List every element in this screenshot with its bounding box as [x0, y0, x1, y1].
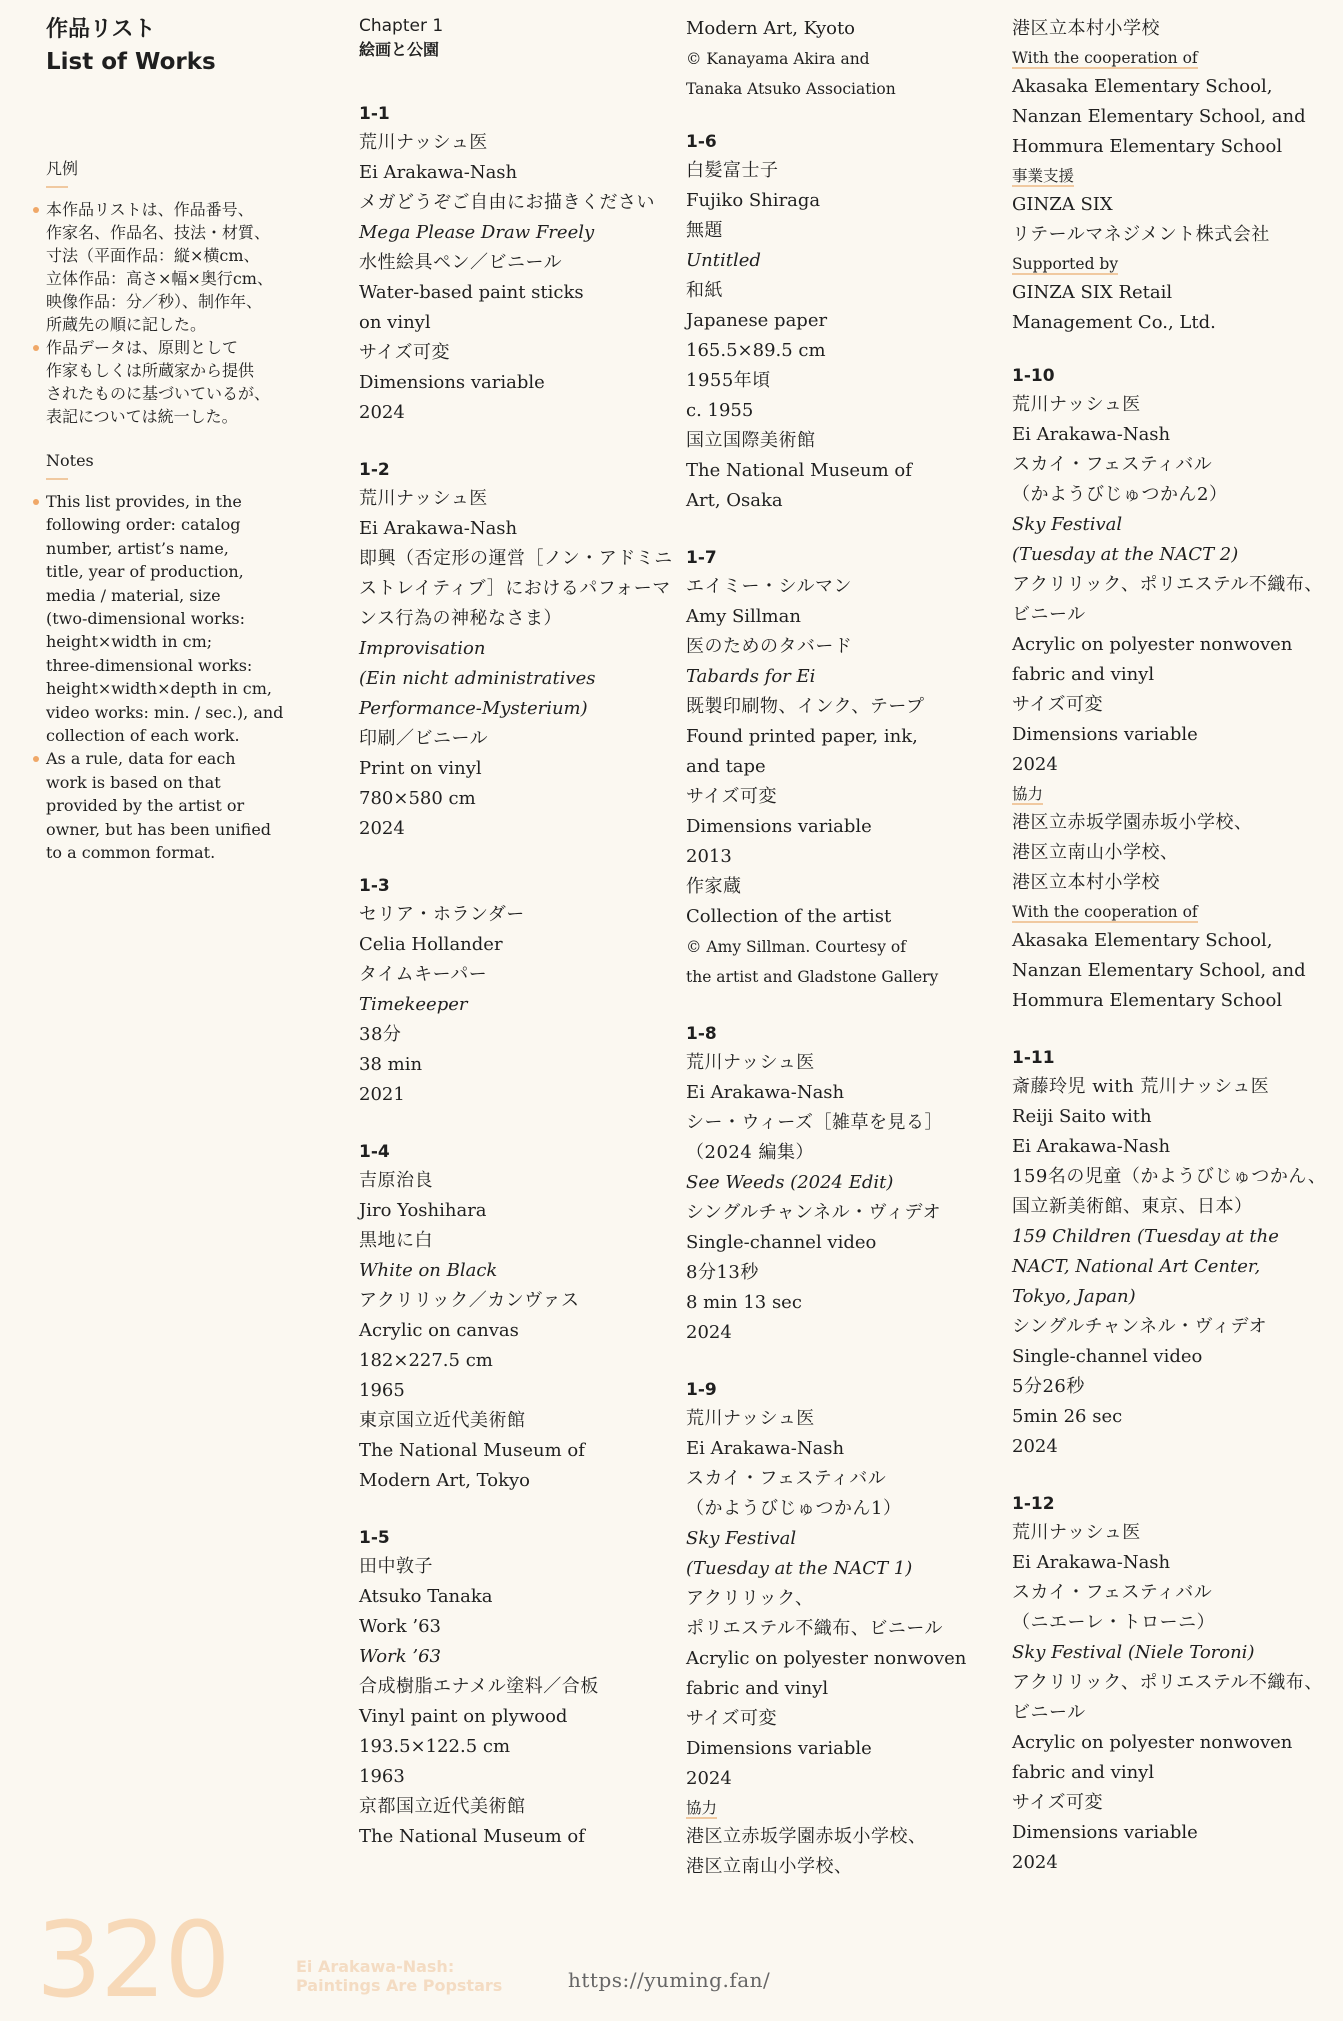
entry-line: （2024 編集）: [686, 1142, 815, 1163]
catalog-number: 1-9: [686, 1380, 717, 1400]
entry-line: アクリリック、ポリエステル不織布、: [1012, 574, 1323, 595]
entry-line: Print on vinyl: [359, 758, 482, 779]
legend-notes-en: [46, 490, 296, 865]
work-entry: [686, 544, 1006, 992]
catalog-number: 1-5: [359, 1528, 390, 1548]
bullet-dot-icon: [33, 207, 39, 213]
entry-line: スカイ・フェスティバル: [1012, 454, 1213, 475]
entry-line: fabric and vinyl: [1012, 1762, 1155, 1783]
continuation-text: [686, 14, 1006, 128]
entry-spacer: [686, 104, 1006, 128]
entry-line: 作家蔵: [686, 876, 742, 897]
entry-line: リテールマネジメント株式会社: [1012, 224, 1270, 245]
entry-line: Collection of the artist: [686, 906, 892, 927]
work-title-en: NACT, National Art Center,: [1012, 1256, 1261, 1277]
entry-spacer: [359, 1110, 669, 1138]
entry-line: 2013: [686, 846, 732, 867]
entry-spacer: [686, 516, 1006, 544]
entry-line: 2024: [359, 818, 405, 839]
legend-note-line: media / material, size: [46, 585, 221, 605]
entry-line: Ei Arakawa-Nash: [686, 1082, 845, 1103]
work-title-en: Tabards for Ei: [686, 666, 816, 687]
entry-line: 8分13秒: [686, 1262, 759, 1283]
work-title-en: Improvisation: [359, 638, 486, 659]
entry-line: Modern Art, Kyoto: [686, 18, 856, 39]
entry-line: 印刷／ビニール: [359, 728, 489, 749]
entry-line: 東京国立近代美術館: [359, 1410, 526, 1431]
entry-line: シングルチャンネル・ヴィデオ: [1012, 1316, 1268, 1337]
entry-line: 斎藤玲児 with 荒川ナッシュ医: [1012, 1076, 1270, 1097]
entry-line: Dimensions variable: [1012, 1822, 1198, 1843]
entry-line: Single-channel video: [1012, 1346, 1203, 1367]
work-title-en: White on Black: [359, 1260, 498, 1281]
entry-line: 2024: [359, 402, 405, 423]
catalog-number: 1-12: [1012, 1494, 1055, 1514]
work-title-en: 159 Children (Tuesday at the: [1012, 1226, 1279, 1247]
entry-line: Reiji Saito with: [1012, 1106, 1152, 1127]
legend-note-line: 作家もしくは所蔵家から提供: [46, 361, 255, 380]
entry-line: Hommura Elementary School: [1012, 990, 1283, 1011]
work-title-en: Sky Festival: [1012, 514, 1123, 535]
entry-line: 港区立赤坂学園赤坂小学校、: [686, 1826, 927, 1847]
entry-line: Amy Sillman: [686, 606, 801, 627]
entry-line: 2024: [1012, 1436, 1058, 1457]
entry-line: セリア・ホランダー: [359, 904, 525, 925]
running-title-line2: Paintings Are Popstars: [296, 1976, 503, 1995]
legend-note-line: provided by the artist or: [46, 796, 245, 816]
entry-spacer: [686, 992, 1006, 1020]
work-title-en: Sky Festival: [686, 1528, 797, 1549]
legend-note-line: title, year of production,: [46, 562, 244, 582]
entry-line: Ei Arakawa-Nash: [686, 1438, 845, 1459]
catalog-number: 1-7: [686, 548, 717, 568]
entry-line: GINZA SIX: [1012, 194, 1113, 215]
entry-spacer: [359, 1496, 669, 1524]
works-column-3: [1012, 14, 1332, 1906]
credit-label: With the cooperation of: [1012, 898, 1198, 926]
catalog-number: 1-2: [359, 460, 390, 480]
entry-line: 5min 26 sec: [1012, 1406, 1123, 1427]
entry-line: 2024: [686, 1322, 732, 1343]
entry-line: Dimensions variable: [1012, 724, 1198, 745]
entry-line: 田中敦子: [359, 1556, 433, 1577]
catalog-number: 1-6: [686, 132, 717, 152]
legend-note-line: height×width in cm;: [46, 632, 213, 652]
entries-list: [1012, 362, 1332, 1906]
legend-note-item: [46, 490, 296, 747]
work-title-en: (Tuesday at the NACT 1): [686, 1558, 913, 1579]
entry-line: Atsuko Tanaka: [359, 1586, 493, 1607]
entry-line: The National Museum of: [359, 1440, 585, 1461]
work-entry: [359, 1524, 669, 1852]
running-title-line1: Ei Arakawa-Nash:: [296, 1957, 455, 1976]
entry-line: スカイ・フェスティバル: [686, 1468, 887, 1489]
entry-line: 182×227.5 cm: [359, 1350, 493, 1371]
entry-line: 合成樹脂エナメル塗料／合板: [359, 1676, 599, 1697]
entry-line: 8 min 13 sec: [686, 1292, 802, 1313]
copyright-line: © Kanayama Akira and: [686, 50, 870, 68]
entry-spacer: [1012, 338, 1332, 362]
entry-line: 荒川ナッシュ医: [359, 132, 488, 153]
work-title-en: Untitled: [686, 250, 761, 271]
entry-line: The National Museum of: [686, 460, 912, 481]
entry-line: アクリリック／カンヴァス: [359, 1290, 580, 1311]
entry-line: 193.5×122.5 cm: [359, 1736, 511, 1757]
legend-note-line: height×width×depth in cm,: [46, 679, 272, 699]
work-entry: [686, 1376, 1006, 1882]
credit-label: With the cooperation of: [1012, 44, 1198, 72]
legend-note-line: video works: min. / sec.), and: [46, 702, 284, 722]
entry-spacer: [1012, 1878, 1332, 1906]
credit-label: 事業支援: [1012, 162, 1074, 190]
page-number: 320: [36, 1899, 229, 2021]
entry-line: 和紙: [686, 280, 723, 301]
legend-notes-jp: [46, 198, 296, 428]
entry-line: （ニエーレ・トローニ）: [1012, 1612, 1216, 1633]
continuation-text: [1012, 14, 1332, 362]
entry-line: fabric and vinyl: [686, 1678, 829, 1699]
entry-line: アクリリック、ポリエステル不織布、: [1012, 1672, 1323, 1693]
legend-note-line: to a common format.: [46, 843, 216, 863]
entry-line: c. 1955: [686, 400, 754, 421]
entry-line: 港区立南山小学校、: [686, 1856, 853, 1877]
entry-line: ンス行為の神秘なさま）: [359, 608, 562, 629]
legend-column: [46, 14, 296, 865]
entry-line: 165.5×89.5 cm: [686, 340, 826, 361]
work-title-en: Sky Festival (Niele Toroni): [1012, 1642, 1255, 1663]
entry-line: 1963: [359, 1766, 405, 1787]
legend-note-line: three-dimensional works:: [46, 655, 253, 675]
work-entry: [359, 1138, 669, 1496]
legend-note-item: [46, 336, 296, 428]
entry-line: 吉原治良: [359, 1170, 433, 1191]
entry-line: サイズ可変: [1012, 694, 1104, 715]
work-entry: [359, 872, 669, 1110]
entry-spacer: [686, 1348, 1006, 1376]
entry-line: on vinyl: [359, 312, 431, 333]
entry-line: ビニール: [1012, 1702, 1086, 1723]
page-footer: [0, 1899, 1343, 2021]
notes-rule: [46, 478, 68, 480]
chapter-label: Chapter 1: [359, 16, 444, 36]
entry-line: Japanese paper: [686, 310, 828, 331]
legend-note-line: 作品データは、原則として: [46, 338, 239, 357]
legend-note-item: [46, 198, 296, 336]
entry-line: 港区立本村小学校: [1012, 872, 1160, 893]
legend-note-line: This list provides, in the: [46, 492, 242, 511]
entry-line: 2024: [1012, 754, 1058, 775]
entry-line: ビニール: [1012, 604, 1086, 625]
entry-spacer: [359, 428, 669, 456]
entry-line: Water-based paint sticks: [359, 282, 584, 303]
entry-line: サイズ可変: [1012, 1792, 1104, 1813]
legend-note-line: (two-dimensional works:: [46, 609, 245, 629]
legend-heading-jp: 凡例: [46, 159, 79, 178]
entry-line: Akasaka Elementary School,: [1012, 930, 1273, 951]
entry-line: サイズ可変: [686, 786, 778, 807]
entry-line: 1955年頃: [686, 370, 771, 391]
entries-list: [359, 100, 673, 1880]
entry-line: 荒川ナッシュ医: [359, 488, 488, 509]
legend-note-line: work is based on that: [46, 772, 221, 792]
bullet-dot-icon: [33, 499, 39, 505]
work-title-en: See Weeds (2024 Edit): [686, 1172, 894, 1193]
entry-line: エイミー・シルマン: [686, 576, 853, 597]
entry-line: Vinyl paint on plywood: [359, 1706, 568, 1727]
credit-label-wrapper: [686, 1794, 1006, 1822]
entry-line: 港区立南山小学校、: [1012, 842, 1179, 863]
copyright-line: the artist and Gladstone Gallery: [686, 968, 939, 986]
entry-line: 5分26秒: [1012, 1376, 1085, 1397]
entry-line: タイムキーパー: [359, 964, 488, 985]
catalog-number: 1-11: [1012, 1048, 1055, 1068]
works-column-1: [359, 14, 673, 1880]
credit-label: Supported by: [1012, 250, 1118, 278]
entry-line: Ei Arakawa-Nash: [1012, 424, 1171, 445]
entry-line: 水性絵具ペン／ビニール: [359, 252, 563, 273]
entry-line: 黒地に白: [359, 1230, 433, 1251]
work-title-en: Tokyo, Japan): [1012, 1286, 1136, 1307]
credit-label-wrapper: [1012, 898, 1332, 926]
entry-line: and tape: [686, 756, 766, 777]
legend-note-line: 立体作品：高さ×幅×奥行cm、: [46, 269, 273, 288]
entry-line: スカイ・フェスティバル: [1012, 1582, 1213, 1603]
entry-line: 38分: [359, 1024, 402, 1045]
entry-line: Nanzan Elementary School, and: [1012, 960, 1306, 981]
entry-line: Single-channel video: [686, 1232, 877, 1253]
work-title-en: (Ein nicht administratives: [359, 668, 596, 689]
entry-line: Ei Arakawa-Nash: [1012, 1552, 1171, 1573]
catalog-number: 1-3: [359, 876, 390, 896]
credit-label: 協力: [1012, 780, 1043, 808]
entry-line: Fujiko Shiraga: [686, 190, 821, 211]
works-column-2: [686, 14, 1006, 1910]
notes-heading-en: Notes: [46, 451, 94, 470]
legend-note-line: 作家名、作品名、技法・材質、: [46, 223, 271, 242]
entry-line: 京都国立近代美術館: [359, 1796, 526, 1817]
legend-note-line: 寸法（平面作品：縦×横cm、: [46, 246, 260, 265]
work-entry: [1012, 1044, 1332, 1462]
catalog-number: 1-8: [686, 1024, 717, 1044]
entry-line: 国立新美術館、東京、日本）: [1012, 1196, 1253, 1217]
legend-note-item: [46, 747, 296, 864]
entry-spacer: [359, 1852, 669, 1880]
entry-line: （かようびじゅつかん1）: [686, 1498, 902, 1519]
work-title-en: Timekeeper: [359, 994, 468, 1015]
entry-line: ポリエステル不織布、ビニール: [686, 1618, 944, 1639]
entry-line: Modern Art, Tokyo: [359, 1470, 530, 1491]
bullet-dot-icon: [33, 345, 39, 351]
list-title-jp: 作品リスト: [46, 17, 156, 42]
entry-line: 港区立本村小学校: [1012, 18, 1160, 39]
entry-line: Akasaka Elementary School,: [1012, 76, 1273, 97]
entry-line: fabric and vinyl: [1012, 664, 1155, 685]
catalog-number: 1-4: [359, 1142, 390, 1162]
entry-line: 国立国際美術館: [686, 430, 816, 451]
entry-line: Work ’63: [359, 1616, 441, 1637]
entry-line: サイズ可変: [359, 342, 451, 363]
entry-line: 荒川ナッシュ医: [686, 1408, 815, 1429]
entry-line: 荒川ナッシュ医: [686, 1052, 815, 1073]
entry-spacer: [1012, 1462, 1332, 1490]
watermark-url: https://yuming.fan/: [568, 1968, 771, 1992]
credit-label: 協力: [686, 1794, 717, 1822]
catalog-number: 1-1: [359, 104, 390, 124]
entry-line: Dimensions variable: [686, 816, 872, 837]
work-entry: [1012, 362, 1332, 1016]
work-entry: [359, 100, 669, 428]
work-entry: [686, 128, 1006, 516]
entry-line: Dimensions variable: [686, 1738, 872, 1759]
entry-line: Hommura Elementary School: [1012, 136, 1283, 157]
copyright-line: Tanaka Atsuko Association: [686, 80, 896, 98]
legend-note-line: 表記については統一した。: [46, 407, 238, 426]
entry-line: 780×580 cm: [359, 788, 476, 809]
entry-line: Ei Arakawa-Nash: [359, 162, 518, 183]
legend-note-line: されたものに基づいているが、: [46, 384, 271, 403]
entry-line: Acrylic on canvas: [359, 1320, 519, 1341]
entry-line: ストレイティブ］におけるパフォーマ: [359, 578, 671, 599]
chapter-title: 絵画と公園: [359, 40, 440, 59]
legend-note-line: 所蔵先の順に記した。: [46, 315, 207, 334]
work-entry: [359, 456, 673, 844]
entry-line: 即興（否定形の運営［ノン・アドミニ: [359, 548, 673, 569]
entries-list: [686, 128, 1006, 1910]
entry-spacer: [359, 844, 669, 872]
legend-note-line: 本作品リストは、作品番号、: [46, 200, 254, 219]
entry-line: Acrylic on polyester nonwoven: [1012, 1732, 1293, 1753]
credit-label-wrapper: [1012, 250, 1332, 278]
legend-note-line: owner, but has been unified: [46, 819, 272, 839]
entry-line: Acrylic on polyester nonwoven: [1012, 634, 1293, 655]
entry-line: アクリリック、: [686, 1588, 814, 1609]
entry-line: メガどうぞご自由にお描きください: [359, 192, 655, 213]
legend-note-line: number, artist’s name,: [46, 538, 229, 558]
credit-label-wrapper: [1012, 162, 1332, 190]
legend-note-line: following order: catalog: [46, 515, 241, 535]
entry-line: Ei Arakawa-Nash: [359, 518, 518, 539]
entry-line: 白髪富士子: [686, 160, 779, 181]
entry-line: Nanzan Elementary School, and: [1012, 106, 1306, 127]
entry-line: 38 min: [359, 1054, 423, 1075]
running-title: [296, 1957, 502, 1995]
credit-label-wrapper: [1012, 44, 1332, 72]
entry-line: 港区立赤坂学園赤坂小学校、: [1012, 812, 1253, 833]
entry-line: 荒川ナッシュ医: [1012, 394, 1141, 415]
entry-spacer: [1012, 1016, 1332, 1044]
credit-label-wrapper: [1012, 780, 1332, 808]
entry-line: Management Co., Ltd.: [1012, 312, 1216, 333]
entry-line: Dimensions variable: [359, 372, 545, 393]
list-title-en: List of Works: [46, 49, 216, 75]
entry-line: 159名の児童（かようびじゅつかん、: [1012, 1166, 1327, 1187]
catalog-number: 1-10: [1012, 366, 1055, 386]
entry-line: Acrylic on polyester nonwoven: [686, 1648, 967, 1669]
entry-line: 無題: [686, 220, 723, 241]
work-title-en: Work ’63: [359, 1646, 441, 1667]
entry-line: Ei Arakawa-Nash: [1012, 1136, 1171, 1157]
entry-line: GINZA SIX Retail: [1012, 282, 1173, 303]
entry-line: 1965: [359, 1380, 405, 1401]
entry-line: 2024: [1012, 1852, 1058, 1873]
entry-line: Found printed paper, ink,: [686, 726, 918, 747]
legend-note-line: collection of each work.: [46, 726, 240, 746]
work-title-en: Performance-Mysterium): [359, 698, 588, 719]
work-entry: [686, 1020, 1006, 1348]
entry-line: 荒川ナッシュ医: [1012, 1522, 1141, 1543]
legend-rule: [46, 186, 68, 188]
copyright-line: © Amy Sillman. Courtesy of: [686, 938, 906, 956]
entry-line: 既製印刷物、インク、テープ: [686, 696, 925, 717]
entry-line: 医のためのタバード: [686, 636, 853, 657]
work-title-en: Mega Please Draw Freely: [359, 222, 595, 243]
work-title-en: (Tuesday at the NACT 2): [1012, 544, 1239, 565]
entry-line: 2021: [359, 1084, 405, 1105]
entry-line: Art, Osaka: [686, 490, 783, 511]
entry-line: Jiro Yoshihara: [359, 1200, 487, 1221]
bullet-dot-icon: [33, 756, 39, 762]
entry-line: 2024: [686, 1768, 732, 1789]
entry-line: サイズ可変: [686, 1708, 778, 1729]
work-entry: [1012, 1490, 1332, 1878]
entry-line: シー・ウィーズ［雑草を見る］: [686, 1112, 944, 1133]
entry-line: Celia Hollander: [359, 934, 503, 955]
entry-line: シングルチャンネル・ヴィデオ: [686, 1202, 942, 1223]
entry-line: （かようびじゅつかん2）: [1012, 484, 1228, 505]
entry-line: The National Museum of: [359, 1826, 585, 1847]
legend-note-line: As a rule, data for each: [46, 749, 236, 769]
legend-note-line: 映像作品：分／秒）、制作年、: [46, 292, 263, 311]
